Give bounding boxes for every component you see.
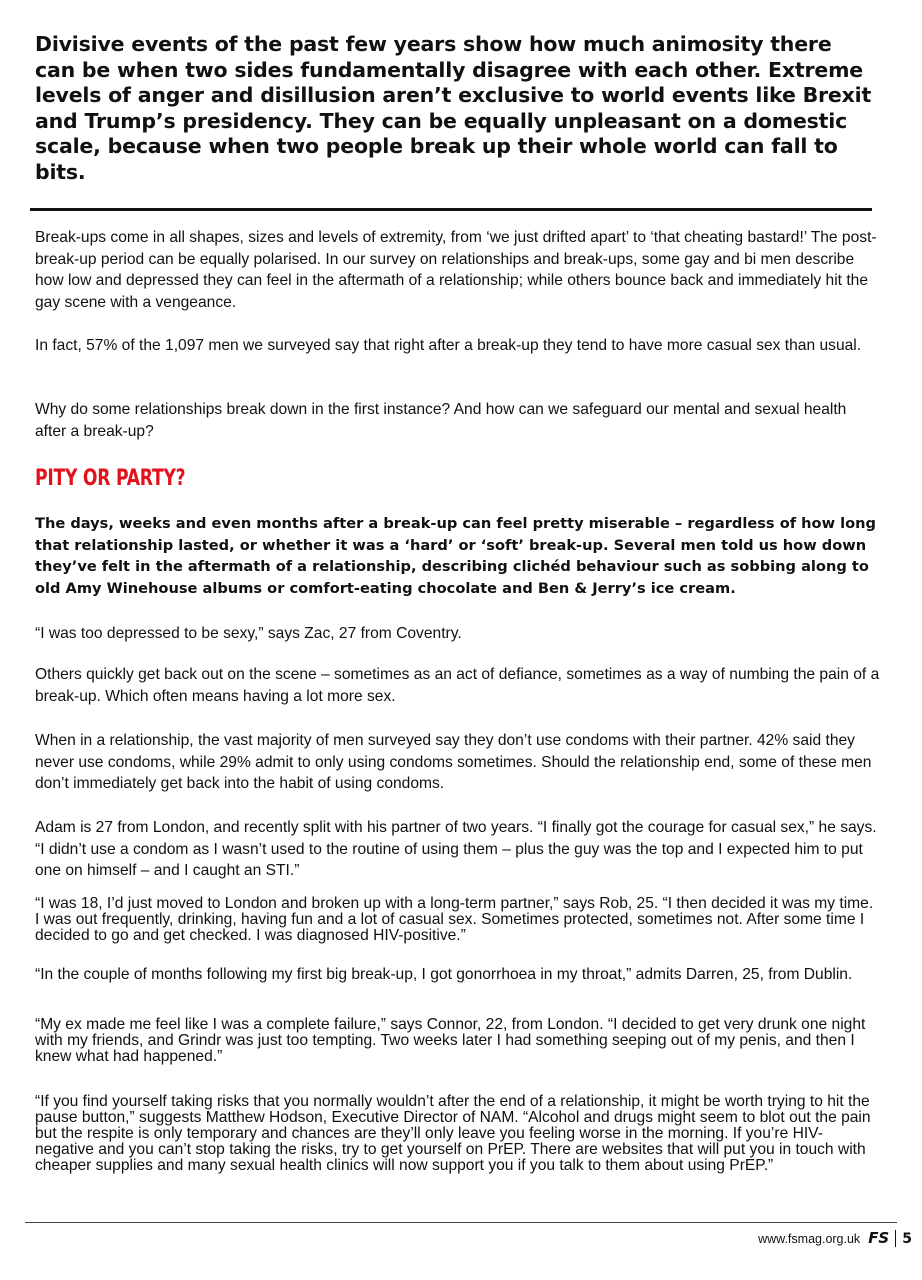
fs-logo: FS — [868, 1230, 896, 1247]
quote-connor: “My ex made me feel like I was a complete failure,” says Connor, 22, from London. “I decided to get very drunk one night with my friends, and Grindr was just too tempting. Two weeks later I had something seeping out of my penis, and then I knew what had happened.” — [35, 1016, 866, 1065]
quote-matthew-hodson: “If you find yourself taking risks that you normally wouldn’t after the end of a relationship, it might be worth trying to hit the pause button,” suggests Matthew Hodson, Executive Director of NAM. “Alcohol and drugs might seem to blot out the pain but the respite is only temporary and chances are they’ll only leave you feeling worse in the morning. If you’re HIV-negative and you can’t stop taking the risks, try to get yourself on PrEP. There are websites that will put you in touch with cheaper supplies and many sexual health clinics will now support you if you talk to them about using PrEP.” — [35, 1093, 871, 1174]
quote-zac: “I was too depressed to be sexy,” says Zac, 27 from Coventry. — [35, 625, 462, 642]
page-footer — [758, 1230, 912, 1247]
quote-rob: “I was 18, I’d just moved to London and broken up with a long-term partner,” says Rob, 25. “I then decided it was my time. I was out frequently, drinking, having fun and a lot of casual sex. Sometimes protected, sometimes not. After some time I decided to go and get checked. I was diagnosed HIV-positive.” — [35, 895, 874, 944]
intro-paragraph: Divisive events of the past few years show how much animosity there can be when two sides fundamentally disagree with each other. Extreme levels of anger and disillusion aren’t exclusive to world events like Brexit and Trump’s presidency. They can be equally unpleasant on a domestic scale, because when two people break up their whole world can fall to bits. — [35, 32, 872, 184]
quote-adam: Adam is 27 from London, and recently split with his partner of two years. “I finally got the courage for casual sex,” he says. “I didn’t use a condom as I wasn’t used to the routine of using them – plus the guy was the top and I expected him to put one on himself – and I caught an STI.” — [35, 819, 877, 879]
body-paragraph-2: In fact, 57% of the 1,097 men we surveyed say that right after a break-up they tend to have more casual sex than usual. — [35, 337, 862, 354]
footer-url-link[interactable]: www.fsmag.org.uk — [758, 1231, 861, 1246]
quote-darren: “In the couple of months following my first big break-up, I got gonorrhoea in my throat,” admits Darren, 25, from Dublin. — [35, 966, 853, 983]
body-paragraph-1: Break-ups come in all shapes, sizes and levels of extremity, from ‘we just drifted apart’ to ‘that cheating bastard!’ The post-break-up period can be equally polarised. In our survey on relationships and break-ups, some gay and bi men describe how low and depressed they can feel in the aftermath of a relationship; while others bounce back and immediately hit the gay scene with a vengeance. — [35, 229, 877, 311]
section-lead-paragraph: The days, weeks and even months after a break-up can feel pretty miserable – regardless of how long that relationship lasted, or whether it was a ‘hard’ or ‘soft’ break-up. Several men told us how down they’ve felt in the aftermath of a relationship, describing clichéd behaviour such as sobbing along to old Amy Winehouse albums or comfort-eating chocolate and Ben & Jerry’s ice cream. — [35, 515, 877, 598]
body-paragraph-3: Why do some relationships break down in the first instance? And how can we safeguard our mental and sexual health after a break-up? — [35, 401, 847, 440]
page-number: 5 — [902, 1230, 912, 1247]
paragraph-condoms: When in a relationship, the vast majority of men surveyed say they don’t use condoms with their partner. 42% said they never use condoms, while 29% admit to only using condoms sometimes. Should the relationship end, some of these men don’t immediately get back into the habit of using condoms. — [35, 732, 872, 792]
section-divider — [30, 208, 872, 211]
paragraph-scene: Others quickly get back out on the scene – sometimes as an act of defiance, sometimes as a way of numbing the pain of a break-up. Which often means having a lot more sex. — [35, 666, 880, 705]
footer-divider — [25, 1222, 897, 1223]
section-heading: PITY OR PARTY? — [35, 466, 186, 491]
